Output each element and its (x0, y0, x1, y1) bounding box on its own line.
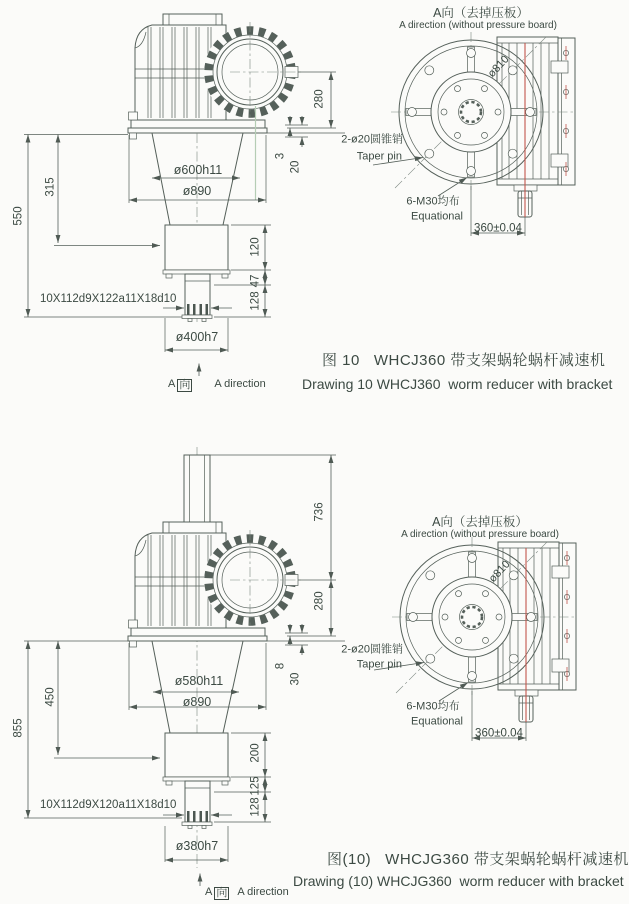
fig2-dim-450: 450 (44, 687, 57, 707)
fig1-dim-20: 20 (289, 160, 302, 174)
fig1-a-direction-view (373, 32, 575, 236)
fig2-caption-en: Drawing (10) WHCJG360 worm reducer with bracket (293, 873, 624, 889)
fig2-view-marker-a: A (205, 886, 213, 898)
fig2-taper-pin-label-cn: 2-ø20圆锥销 (341, 643, 403, 656)
fig2-flange-dia-label: ø890 (182, 694, 212, 709)
fig1-bolts-label-cn: 6-M30均布 (406, 195, 460, 208)
fig1-taper-pin-label-cn: 2-ø20圆锥销 (341, 133, 403, 146)
fig2-shaft-dia-label: ø380h7 (175, 838, 219, 853)
fig1-dim-550: 550 (12, 206, 25, 226)
fig1-aview-title-cn: A向（去掉压板） (433, 5, 529, 20)
fig2-bolts-label-en: Equational (411, 715, 463, 728)
fig1-shaft-dia-label: ø400h7 (175, 329, 219, 344)
fig1-dim-120: 120 (249, 237, 262, 257)
fig2-caption-cn: 图(10) WHCJG360 带支架蜗轮蜗杆减速机 (327, 851, 629, 868)
fig2-bolts-label-cn: 6-M30均布 (406, 700, 460, 713)
fig1-dim-3: 3 (274, 152, 287, 160)
fig2-bolt-circle-dia-label: ø810 (486, 558, 513, 585)
fig1-tolerance-dim: 360±0.04 (474, 222, 522, 235)
fig1-dim-47: 47 (249, 274, 262, 288)
fig1-aview-title-en: A direction (without pressure board) (399, 20, 557, 31)
fig2-view-marker-en: A direction (237, 886, 289, 898)
fig1-dim-128: 128 (249, 291, 262, 311)
fig1-dim-280: 280 (313, 89, 326, 109)
fig1-flange-dia-label: ø890 (182, 183, 212, 198)
fig2-dim-8: 8 (274, 662, 287, 670)
fig1-view-marker-en: A direction (214, 378, 266, 390)
fig1-caption-cn: 图 10 WHCJ360 带支架蜗轮蜗杆减速机 (322, 352, 606, 369)
fig2-dim-855: 855 (12, 718, 25, 738)
fig2-dim-280: 280 (313, 591, 326, 611)
fig2-a-direction-view (374, 537, 576, 741)
fig2-tolerance-dim: 360±0.04 (475, 727, 523, 740)
fig1-taper-pin-label-en: Taper pin (356, 150, 402, 163)
fig1-caption-en: Drawing 10 WHCJ360 worm reducer with bracket (302, 376, 613, 392)
fig1-view-marker-dir: 向 (179, 379, 191, 391)
fig2-hub-dia-label: ø580h11 (174, 673, 224, 688)
fig2-dim-128: 128 (249, 797, 262, 817)
fig2-spline-spec-label: 10X112d9X120a11X18d10 (40, 799, 177, 811)
fig2-dim-200: 200 (249, 743, 262, 763)
fig2-view-marker-dir: 向 (216, 887, 228, 899)
fig2-aview-title-cn: A向（去掉压板） (432, 514, 528, 529)
fig1-view-marker-a: A (168, 378, 176, 390)
fig2-dim-30: 30 (289, 672, 302, 686)
fig1-bolts-label-en: Equational (411, 210, 463, 223)
fig1-dim-315: 315 (44, 177, 57, 197)
fig2-view-marker (205, 887, 289, 900)
fig2-dim-125: 125 (249, 776, 262, 796)
fig1-bolt-circle-dia-label: ø810 (485, 53, 512, 80)
fig1-spline-spec-label: 10X112d9X122a11X18d10 (40, 293, 177, 305)
fig2-aview-title-en: A direction (without pressure board) (401, 529, 559, 540)
fig1-hub-dia-label: ø600h11 (173, 162, 223, 177)
fig2-front-view (24, 447, 345, 886)
fig2-taper-pin-label-en: Taper pin (356, 658, 402, 671)
fig2-dim-736: 736 (313, 502, 326, 522)
fig1-view-marker (168, 379, 266, 392)
